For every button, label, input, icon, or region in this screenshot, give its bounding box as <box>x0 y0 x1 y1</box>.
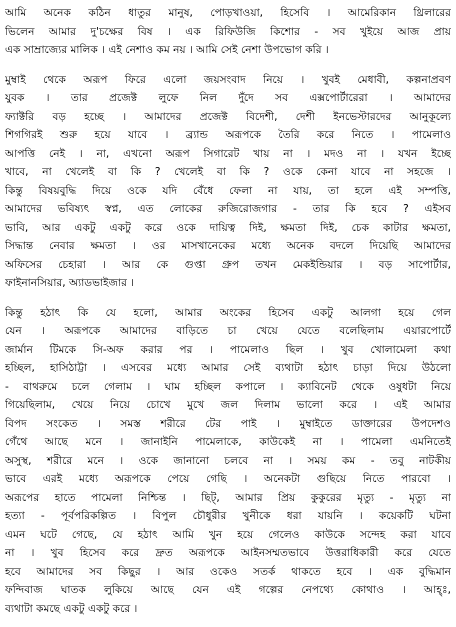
text-line: ভাবি, আর একটু একটু করে ওকে দায়িত্ব দিই, ক্ষমতা দিই, চেক কাটার ক্ষমতা, <box>5 221 451 234</box>
text-line: শিগগিরই শুরু হয়ে যাবে । ব্র্যান্ড অরূপকে তৈরি করে নিতে । পামেলাও <box>5 129 451 141</box>
paragraph-3 <box>5 304 451 619</box>
text-line: খাবে, না খেলেই বা কি ? খেলেই বা কি ? ওকে কেনা যাবে না সহজে । <box>5 166 451 178</box>
text-line: অফিসের চেহারা । আর কে গুপ্তা গ্রুপ তখন মেকইন্ডিয়ার । বড় সাপোর্টার, <box>5 258 451 271</box>
text-line: মুম্বাই থেকে অরূপ ফিরে এলো জয়সংবাদ নিয়ে । খুবই মেধাবী, কল্পনাপ্রবণ <box>5 73 451 86</box>
text-line: সিদ্ধান্ত নেবার ক্ষমতা । ওর মাসখানেকের মধ্যে অনেক বদলে দিয়েছি আমাদের <box>5 240 451 252</box>
text-line: এক সাম্রাজ্যের মালিক । এই নেশাও কম নয় । আমি সেই নেশা উপভোগ করি । <box>5 44 329 56</box>
text-line: আমাদের ভবিষ্যৎ স্বপ্ন, এত লোকের রুজিরোজগার - তার কি হবে ? এইসব <box>5 203 451 215</box>
text-line: ভিলেন আমার দু'চক্ষের বিষ । এক রিফিউজি কিশোর - সব খুইয়ে আজ প্রায় <box>5 25 451 38</box>
text-line: ফাইনানসিয়ার, অ্যাডভাইজার । <box>5 277 135 289</box>
text-line: ব্যথাটা কমছে একটু একটু করে । <box>5 602 138 615</box>
text-line: অরূপের হাতে পামেলা নিশ্চিন্ত । ছিট্, আমার প্রিয় কুকুরের মৃত্যু - মৃত্যু না <box>5 491 451 504</box>
text-line: বিপদ সংকেত । সমস্ত শরীরে টের পাই । মুম্বাইতে ডাক্তারের উপদেশও <box>5 417 451 430</box>
text-line: না । খুব হিসেব করে দ্রুত অরূপকে আইনসম্মতভাবে উত্তরাধিকারী করে যেতে <box>5 547 451 559</box>
text-line: যেন । অরূপকে আমাদের বাড়িতে চা খেয়ে যেতে বলেছিলাম এয়ারপোর্টে <box>5 325 451 337</box>
text-line: ভাবে এরই মধ্যে অরূপকে পেয়ে গেছি । অনেকটা গুছিয়ে নিতে পারবো । <box>5 473 451 485</box>
text-line: অসুস্থ, শরীরে মনে । ওকে জানানো চলবে না । সময় কম - তবু নাটকীয় <box>5 454 451 467</box>
text-line: ফ্যাক্টরি বড় হচ্ছে । আমাদের প্রজেক্ট বিদেশী, দেশী ইনভেস্টারদের আনুকূল্যে <box>5 110 451 123</box>
text-line: হচ্ছিল, হাসিঠাট্টা । এসবের মধ্যে আমার সেই ব্যথাটা হঠাৎ চাড়া দিয়ে উঠলো <box>5 362 451 374</box>
text-line: আপত্তি নেই । না, এখনো অরূপ সিগারেট খায় না । মদও না । যখন ইচ্ছে <box>5 147 451 160</box>
text-line: গেঁথে আছে মনে । জানাইনি পামেলাকে, কাউকেই না । পামেলা এমনিতেই <box>5 436 451 448</box>
text-line: এমন ঘটে গেছে, যে হঠাৎ আমি খুন হয়ে গেলেও কাউকে সন্দেহ করা যাবে <box>5 528 451 541</box>
text-line: হবে আমাদের সব কিছুর । আর ওকেও সতর্ক থাকতে হবে । এক বুদ্ধিমান <box>5 565 451 578</box>
text-line: ফন্দিবাজ ঘাতক লুকিয়ে আছে যেন এই গল্পের নেপথ্যে কোথাও । আহ্ঃ, <box>5 584 451 596</box>
text-line: কিন্তু হঠাৎ কি যে হলো, আমার অংকের হিসেব একটু আলগা হয়ে গেল <box>5 306 451 319</box>
text-line: কিন্তু বিষয়বুদ্ধি দিয়ে ওকে যদি বেঁধে ফেলা না যায়, তা হলে এই সম্পত্তি, <box>5 184 451 197</box>
paragraph-2 <box>5 71 451 293</box>
text-line: হত্যা - পূর্বপরিকল্পিত । বিপুল চৌধুরীর খুনীকে ধরা যায়নি । কয়েকটি ঘটনা <box>5 510 451 522</box>
text-line: গিয়েছিলাম, খেয়ে নিয়ে চোখে মুখে জল দিলাম ভালো করে । এই আমার <box>5 399 451 411</box>
text-line: জার্মান টিমকে সি-অফ করার পর । পামেলাও ছিল । খুব খোলামেলা কথা <box>5 343 451 356</box>
text-line: আমি অনেক কঠিন ধাতুর মানুষ, পোড়খাওয়া, হিসেবি । আমেরিকান থ্রিলারের <box>5 7 451 19</box>
paragraph-1 <box>5 4 451 60</box>
text-line: - বাথরুমে চলে গেলাম । ঘাম হচ্ছিল কপালে । ক্যাবিনেট থেকে ওষুধটা নিয়ে <box>5 380 451 393</box>
text-line: যুবক । তার প্রজেক্ট লুফে নিল দুঁদে সব এক্সপোর্টারেরা । আমাদের <box>5 92 451 104</box>
